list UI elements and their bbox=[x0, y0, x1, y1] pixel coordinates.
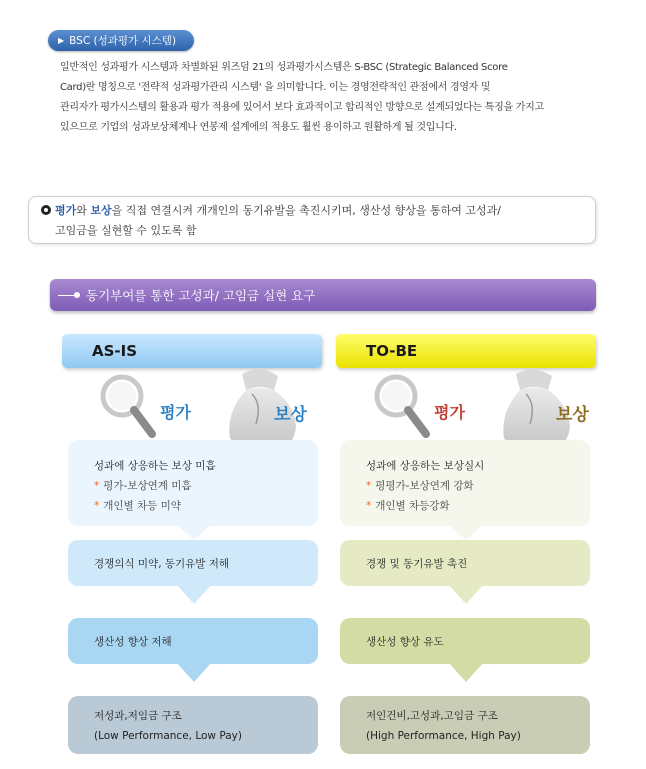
tobe-tail-3 bbox=[448, 662, 484, 682]
tobe-panel-4 bbox=[340, 696, 590, 754]
tobe-eval-label: 평가 bbox=[434, 403, 465, 422]
tobe-panel-3 bbox=[340, 618, 590, 664]
star-bullet-icon: * bbox=[366, 480, 372, 492]
asis-header bbox=[62, 334, 322, 368]
tobe-header bbox=[336, 334, 596, 368]
section-tag bbox=[48, 30, 194, 51]
tobe-box1-item-1: * 평평가-보상연계 강화 bbox=[366, 480, 474, 492]
goal-box bbox=[28, 196, 596, 244]
star-bullet-icon: * bbox=[94, 480, 100, 492]
tobe-tail-1 bbox=[448, 524, 484, 540]
goal-mid: 와 bbox=[76, 204, 91, 217]
asis-box2: 경쟁의식 미약, 동기유발 저해 bbox=[94, 557, 230, 570]
asis-reward-label: 보상 bbox=[274, 405, 307, 425]
asis-header-label: AS-IS bbox=[92, 342, 138, 360]
banner-label: 동기부여를 통한 고성과/ 고임금 실현 요구 bbox=[86, 288, 316, 303]
star-bullet-icon: * bbox=[94, 500, 100, 512]
intro-line-3: 관리자가 평가시스템의 활용과 평가 적용에 있어서 보다 효과적이고 합리적인 방향으로 설계되었다는 특징을 가지고 bbox=[60, 102, 544, 113]
chevron-right-icon: ▶ bbox=[58, 36, 65, 45]
asis-box1-item-1: * 평가-보상연계 미흡 bbox=[94, 480, 192, 492]
tobe-box1-title: 성과에 상응하는 보상실시 bbox=[366, 460, 485, 472]
tobe-header-label: TO-BE bbox=[366, 342, 418, 360]
asis-box1-item-2: * 개인별 차등 미약 bbox=[94, 500, 181, 512]
line-dot-icon bbox=[58, 292, 80, 298]
tobe-box2: 경쟁 및 동기유발 촉진 bbox=[366, 557, 468, 570]
tobe-tail-2 bbox=[448, 584, 484, 604]
circle-bullet-icon bbox=[41, 205, 51, 215]
asis-panel-4 bbox=[68, 696, 318, 754]
asis-tail-2 bbox=[176, 584, 212, 604]
asis-tail-1 bbox=[176, 524, 212, 540]
goal-highlight-reward: 보상 bbox=[90, 204, 112, 217]
intro-line-2: Card)란 명칭으로 '전략적 성과평가관리 시스템' 을 의미합니다. 이는 경영전략적인 관점에서 경영자 및 bbox=[60, 82, 491, 93]
section-tag-label: BSC (성과평가 시스템) bbox=[69, 35, 177, 47]
tobe-panel-2 bbox=[340, 540, 590, 586]
asis-box3: 생산성 향상 저해 bbox=[94, 635, 172, 648]
goal-highlight-eval: 평가 bbox=[55, 204, 77, 217]
asis-panel-3 bbox=[68, 618, 318, 664]
tobe-panel-1 bbox=[340, 440, 590, 526]
intro-paragraph bbox=[60, 58, 620, 138]
asis-box4-line-1: 저성과,저임금 구조 bbox=[94, 710, 182, 722]
intro-line-1: 일반적인 성과평가 시스템과 차별화된 위즈덤 21의 성과평가시스템은 S-BSC (Strategic Balanced Score bbox=[60, 62, 508, 73]
tobe-box4-line-2: (High Performance, High Pay) bbox=[366, 730, 521, 742]
intro-line-4: 있으므로 기업의 성과보상체계나 연봉제 설계에의 적용도 훨씬 용이하고 원활하게 될 것입니다. bbox=[60, 122, 457, 133]
asis-panel-2 bbox=[68, 540, 318, 586]
star-bullet-icon: * bbox=[366, 500, 372, 512]
goal-line-1 bbox=[41, 201, 585, 221]
asis-tail-3 bbox=[176, 662, 212, 682]
tobe-box4-line-1: 저인건비,고성과,고임금 구조 bbox=[366, 710, 498, 722]
asis-box4-line-2: (Low Performance, Low Pay) bbox=[94, 730, 242, 742]
asis-eval-label: 평가 bbox=[160, 403, 191, 422]
tobe-box3: 생산성 향상 유도 bbox=[366, 635, 444, 648]
asis-panel-1 bbox=[68, 440, 318, 526]
goal-line-2: 고임금을 실현할 수 있도록 함 bbox=[55, 224, 197, 237]
tobe-box1-item-2: * 개인별 차등강화 bbox=[366, 500, 450, 512]
tobe-reward-label: 보상 bbox=[556, 405, 589, 425]
goal-rest: 을 직접 연결시켜 개개인의 동기유발을 촉진시키며, 생산성 향상을 통하여 고성과/ bbox=[111, 204, 501, 217]
motivation-banner bbox=[50, 279, 596, 311]
asis-box1-title: 성과에 상응하는 보상 미흡 bbox=[94, 460, 216, 472]
